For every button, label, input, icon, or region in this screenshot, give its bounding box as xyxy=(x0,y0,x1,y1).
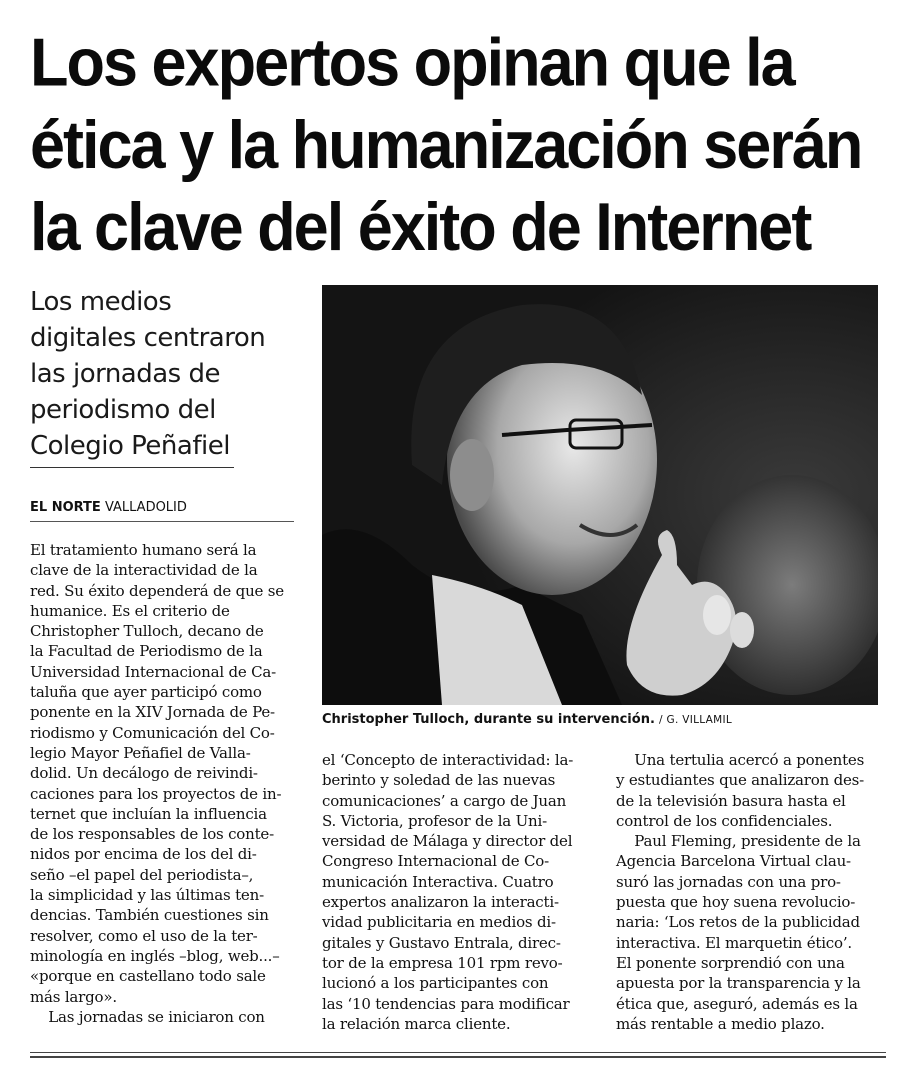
text-line: la relación marca cliente. xyxy=(322,1014,511,1033)
text-line: ponente en la XIV Jornada de Pe- xyxy=(30,703,275,722)
text-line: de los responsables de los conte- xyxy=(30,825,274,844)
text-line: lucionó a los participantes con xyxy=(322,974,549,993)
text-line: apuesta por la transparencia y la xyxy=(616,974,861,993)
text-line: más rentable a medio plazo. xyxy=(616,1014,825,1033)
text-line: red. Su éxito dependerá de que se xyxy=(30,581,284,600)
text-line: ternet que incluían la influencia xyxy=(30,804,267,823)
text-line: El ponente sorprendió con una xyxy=(616,953,845,972)
text-line: las ‘10 tendencias para modificar xyxy=(322,994,570,1013)
text-line: la simplicidad y las últimas ten- xyxy=(30,886,264,905)
headline xyxy=(30,22,890,268)
article-photo xyxy=(322,285,878,705)
text-line: de la televisión basura hasta el xyxy=(616,791,846,810)
text-line: legio Mayor Peñafiel de Valla- xyxy=(30,743,251,762)
subhead-line-5: Colegio Peñafiel xyxy=(30,431,230,461)
bottom-rule xyxy=(30,1052,886,1053)
body-column-2 xyxy=(322,750,590,1034)
text-line: y estudiantes que analizaron des- xyxy=(616,771,865,790)
text-line: comunicaciones’ a cargo de Juan xyxy=(322,791,567,810)
byline xyxy=(30,500,187,515)
byline-city: VALLADOLID xyxy=(104,500,187,515)
text-line: suró las jornadas con una pro- xyxy=(616,872,841,891)
headline-line-3: la clave del éxito de Internet xyxy=(30,189,811,265)
text-line: dencias. También cuestiones sin xyxy=(30,906,269,925)
text-line: humanice. Es el criterio de xyxy=(30,601,230,620)
byline-divider xyxy=(30,521,294,522)
subhead-divider xyxy=(30,467,234,468)
text-line: El tratamiento humano será la xyxy=(30,541,257,559)
subhead-line-1: Los medios xyxy=(30,287,172,317)
subhead-line-4: periodismo del xyxy=(30,395,216,425)
text-line: la Facultad de Periodismo de la xyxy=(30,642,263,661)
body-column-3 xyxy=(616,750,886,1034)
text-line: tor de la empresa 101 rpm revo- xyxy=(322,953,563,972)
text-line: el ‘Concepto de interactividad: la- xyxy=(322,751,574,769)
text-line: dolid. Un decálogo de reivindi- xyxy=(30,764,258,783)
text-line: taluña que ayer participó como xyxy=(30,683,262,702)
text-line: caciones para los proyectos de in- xyxy=(30,784,282,803)
text-line: gitales y Gustavo Entrala, direc- xyxy=(322,933,561,952)
text-line: Christopher Tulloch, decano de xyxy=(30,622,264,641)
text-line: minología en inglés –blog, web...– xyxy=(30,946,280,965)
photo-caption xyxy=(322,712,732,727)
text-line: S. Victoria, profesor de la Uni- xyxy=(322,811,547,830)
text-line: berinto y soledad de las nuevas xyxy=(322,771,556,790)
text-line: ética que, aseguró, además es la xyxy=(616,994,858,1013)
text-line: Paul Fleming, presidente de la xyxy=(616,832,861,851)
text-line: Las jornadas se iniciaron con xyxy=(30,1007,265,1026)
text-line: municación Interactiva. Cuatro xyxy=(322,872,554,891)
subhead-line-3: las jornadas de xyxy=(30,359,220,389)
text-line: vidad publicitaria en medios di- xyxy=(322,913,556,932)
text-line: puesta que hoy suena revolucio- xyxy=(616,893,856,912)
text-line: versidad de Málaga y director del xyxy=(322,832,573,851)
bottom-rule-thick xyxy=(30,1056,886,1058)
text-line: Congreso Internacional de Co- xyxy=(322,852,550,871)
subhead-line-2: digitales centraron xyxy=(30,323,266,353)
text-line: clave de la interactividad de la xyxy=(30,561,258,580)
caption-text: Christopher Tulloch, durante su intervención. xyxy=(322,712,655,727)
text-line: resolver, como el uso de la ter- xyxy=(30,926,258,945)
text-line: más largo». xyxy=(30,987,117,1006)
text-line: riodismo y Comunicación del Co- xyxy=(30,723,275,742)
subheadline xyxy=(30,284,310,464)
text-line: control de los confidenciales. xyxy=(616,811,833,830)
text-line: interactiva. El marquetin ético’. xyxy=(616,933,852,952)
text-line: Agencia Barcelona Virtual clau- xyxy=(616,852,851,871)
text-line: expertos analizaron la interacti- xyxy=(322,893,559,912)
photo-credit: / G. VILLAMIL xyxy=(659,714,733,726)
text-line: Una tertulia acercó a ponentes xyxy=(616,751,865,769)
text-line: seño –el papel del periodista–, xyxy=(30,865,254,884)
text-line: naria: ‘Los retos de la publicidad xyxy=(616,913,860,932)
text-line: Universidad Internacional de Ca- xyxy=(30,662,277,681)
body-column-1 xyxy=(30,540,298,1027)
text-line: «porque en castellano todo sale xyxy=(30,967,266,986)
headline-line-2: ética y la humanización serán xyxy=(30,107,862,183)
portrait-image xyxy=(322,285,878,705)
byline-publication: EL NORTE xyxy=(30,500,101,515)
text-line: nidos por encima de los del di- xyxy=(30,845,257,864)
headline-line-1: Los expertos opinan que la xyxy=(30,25,794,101)
